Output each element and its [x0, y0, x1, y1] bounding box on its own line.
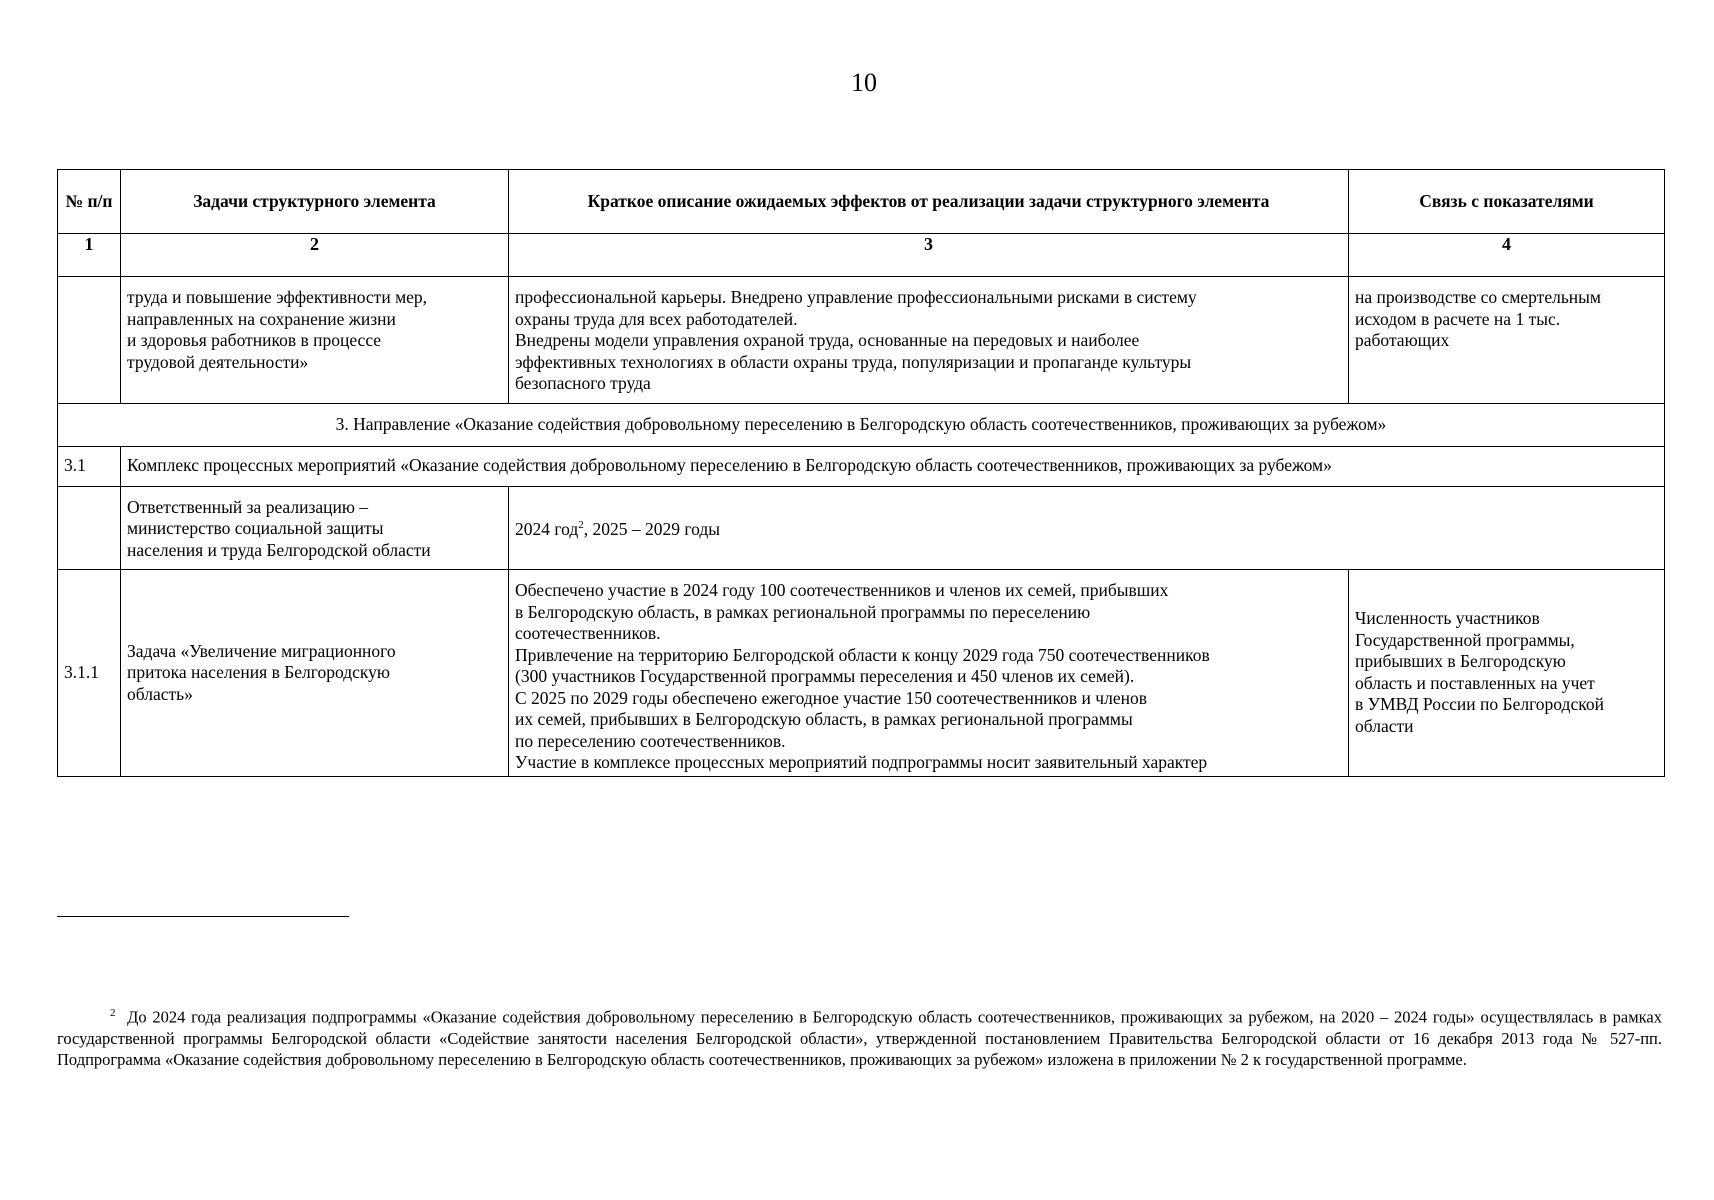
column-number: 3: [509, 234, 1349, 277]
direction-row: [58, 403, 1665, 446]
header-effects: Краткое описание ожидаемых эффектов от реализации задачи структурного элемента: [509, 170, 1349, 234]
header-row: [58, 170, 1665, 234]
task-row: [58, 570, 1665, 777]
header-indicators: Связь с показателями: [1349, 170, 1665, 234]
footnote-text: До 2024 года реализация подпрограммы «Оказание содействия добровольному переселению в Белгородскую область соотечественников, проживающих за рубежом, на 2020 – 2024 годы» осуществлялась в рамках государственной программы Белгородской области «Содействие занятости населения Белгородской области», утвержденной постановлением Правительства Белгородской области от 16 декабря 2013 года № 527-пп. Подпрограмма «Оказание содействия добровольному переселению в Белгородскую область соотечественников, проживающих за рубежом» изложена в приложении № 2 к государственной программе.: [57, 1007, 1663, 1069]
footnote-mark: 2: [110, 1007, 116, 1019]
column-numbers-row: [58, 234, 1665, 277]
continuation-effects: профессиональной карьеры. Внедрено управление профессиональными рисками в систему охраны труда для всех работодателей. Внедрены модели управления охраной труда, основанные на передовых и наиболее эффективных технологиях в области охраны труда, популяризации и пропаганде культуры безопасного труда: [509, 277, 1349, 404]
column-number: 2: [121, 234, 509, 277]
complex-row: [58, 446, 1665, 486]
page-number: 10: [851, 68, 877, 97]
implementation-period: 2024 год$^2$, 2025 – 2029 годы: [509, 486, 1665, 570]
responsible-row: [58, 486, 1665, 570]
task-description: Задача «Увеличение миграционного притока населения в Белгородскую область»: [121, 570, 509, 777]
continuation-row: [58, 277, 1665, 404]
structural-element-table: [57, 169, 1665, 777]
task-effects: Обеспечено участие в 2024 году 100 соотечественников и членов их семей, прибывших в Белгородскую область, в рамках региональной программы по переселению соотечественников. Привлечение на территорию Белгородской области к концу 2029 года 750 соотечественников (300 участников Государственной программы переселения и 450 членов их семей). С 2025 по 2029 годы обеспечено ежегодное участие 150 соотечественников и членов их семей, прибывших в Белгородскую область, в рамках региональной программы по переселению соотечественников. Участие в комплексе процессных мероприятий подпрограммы носит заявительный характер: [509, 570, 1349, 777]
complex-number: 3.1: [58, 446, 121, 486]
footnote-separator: [57, 916, 349, 917]
task-indicators: Численность участников Государственной программы, прибывших в Белгородскую область и поставленных на учет в УМВД России по Белгородской области: [1349, 570, 1665, 777]
task-number: 3.1.1: [58, 570, 121, 777]
footnote: [57, 1003, 1662, 1070]
responsible-ministry: Ответственный за реализацию – министерство социальной защиты населения и труда Белгородской области: [121, 486, 509, 570]
complex-title: Комплекс процессных мероприятий «Оказание содействия добровольному переселению в Белгородскую область соотечественников, проживающих за рубежом»: [121, 446, 1665, 486]
header-number: № п/п: [58, 170, 121, 234]
continuation-task: труда и повышение эффективности мер, направленных на сохранение жизни и здоровья работников в процессе трудовой деятельности»: [121, 277, 509, 404]
column-number: 4: [1349, 234, 1665, 277]
header-tasks: Задачи структурного элемента: [121, 170, 509, 234]
direction-title: 3. Направление «Оказание содействия добровольному переселению в Белгородскую область соотечественников, проживающих за рубежом»: [58, 403, 1665, 446]
column-number: 1: [58, 234, 121, 277]
continuation-indicators: на производстве со смертельным исходом в расчете на 1 тыс. работающих: [1349, 277, 1665, 404]
footnote-ref: 2: [578, 519, 584, 532]
